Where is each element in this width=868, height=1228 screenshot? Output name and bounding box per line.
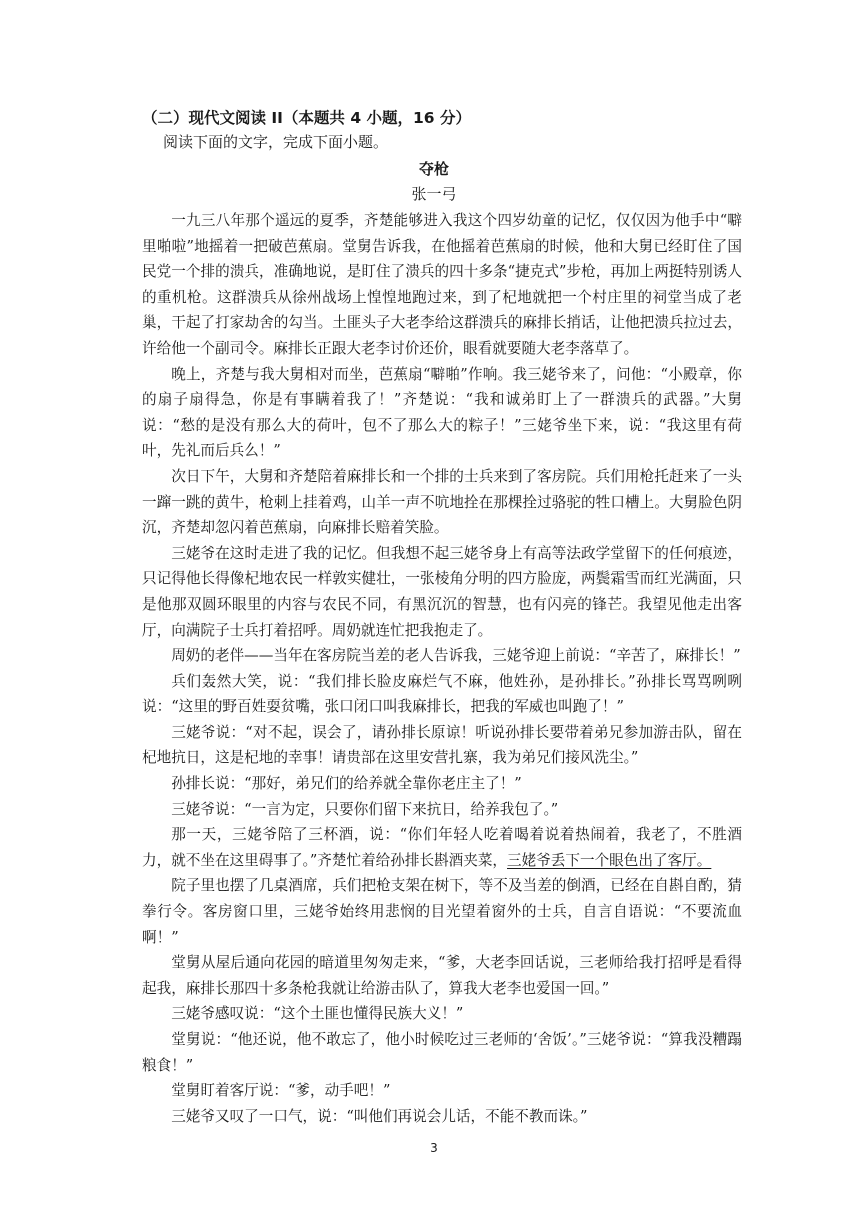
paragraph-10 — [142, 822, 742, 873]
paragraph-3: 次日下午，大舅和齐楚陪着麻排长和一个排的士兵来到了客房院。兵们用枪托赶来了一头一蹿一跳的黄牛，枪刺上挂着鸡，山羊一声不吭地拴在那棵拴过骆驼的牲口槽上。大舅脸色阴沉，齐楚却忽闪着芭蕉扇，向麻排长赔着笑脸。 — [142, 467, 742, 537]
paragraph-2: 晚上，齐楚与我大舅相对而坐，芭蕉扇“噼啪”作响。我三姥爷来了，问他：“小殿章，你的扇子扇得急，你是有事瞒着我了！”齐楚说：“我和诚弟盯上了一群溃兵的武器。”大舅说：“愁的是没有那么大的荷叶，包不了那么大的粽子！”三姥爷坐下来，说：“我这里有荷叶，先礼而后兵么！” — [142, 365, 742, 460]
paragraph-11: 院子里也摆了几桌酒席，兵们把枪支架在树下，等不及当差的倒酒，已经在自斟自酌，猜拳行令。客房窗口里，三姥爷始终用悲悯的目光望着窗外的士兵，自言自语说：“不要流血啊！” — [142, 877, 742, 946]
paragraph-5: 周奶的老伴——当年在客房院当差的老人告诉我，三姥爷迎上前说：“辛苦了，麻排长！” — [171, 647, 741, 665]
paragraph-7: 三姥爷说：“对不起，误会了，请孙排长原谅！听说孙排长要带着弟兄参加游击队，留在杞地抗日，这是杞地的幸事！请贵部在这里安营扎寨，我为弟兄们接风洗尘。” — [142, 723, 742, 767]
paragraph-14: 堂舅说：“他还说，他不敢忘了，他小时候吃过三老师的‘舍饭’。”三姥爷说：“算我没糟蹋粮食！” — [142, 1031, 742, 1074]
paragraph-4: 三姥爷在这时走进了我的记忆。但我想不起三姥爷身上有高等法政学堂留下的任何痕迹，只记得他长得像杞地农民一样敦实健壮，一张棱角分明的四方脸庞，两鬓霜雪而红光满面，只是他那双圆环眼里的内容与农民不同，有黑沉沉的智慧，也有闪亮的锋芒。我望见他走出客厅，向满院子士兵打着招呼。周奶就连忙把我抱走了。 — [142, 544, 742, 639]
paragraph-12: 堂舅从屋后通向花园的暗道里匆匆走来，“爹，大老李回话说，三老师给我打招呼是看得起我，麻排长那四十多条枪我就让给游击队了，算我大老李也爱国一回。” — [142, 954, 742, 997]
paragraph-6: 兵们轰然大笑，说：“我们排长脸皮麻烂气不麻，他姓孙，是孙排长。”孙排长骂骂咧咧说：“这里的野百姓耍贫嘴，张口闭口叫我麻排长，把我的军威也叫跑了！” — [142, 672, 742, 716]
page-number: 3 — [430, 1141, 438, 1155]
paragraph-8: 孙排长说：“那好，弟兄们的给养就全靠你老庄主了！” — [171, 775, 522, 793]
paragraph-16: 三姥爷又叹了一口气，说：“叫他们再说会儿话，不能不教而诛。” — [171, 1107, 588, 1125]
underlined-sentence: 三姥爷丢下一个眼色出了客厅。 — [507, 851, 712, 869]
paragraph-13: 三姥爷感叹说：“这个土匪也懂得民族大义！” — [171, 1005, 464, 1023]
story-author: 张一弓 — [411, 185, 457, 203]
paragraph-9: 三姥爷说：“一言为定，只要你们留下来抗日，给养我包了。” — [171, 800, 559, 818]
paragraph-1: 一九三八年那个遥远的夏季，齐楚能够进入我这个四岁幼童的记忆，仅仅因为他手中“噼里啪啦”地摇着一把破芭蕉扇。堂舅告诉我，在他摇着芭蕉扇的时候，他和大舅已经盯住了国民党一个排的溃兵，准确地说，是盯住了溃兵的四十多条“捷克式”步枪，再加上两挺特别诱人的重机枪。这群溃兵从徐州战场上惶惶地跑过来，到了杞地就把一个村庄里的祠堂当成了老巢，干起了打家劫舍的勾当。土匪头子大老李给这群溃兵的麻排长捎话，让他把溃兵拉过去，许给他一个副司令。麻排长正跟大老李讨价还价，眼看就要随大老李落草了。 — [142, 212, 742, 357]
paragraph-10-text: 那一天，三姥爷陪了三杯酒，说：“你们年轻人吃着喝着说着热闹着，我老了，不胜酒力，就不坐在这里碍事了。”齐楚忙着给孙排长斟酒夹菜， — [142, 826, 742, 869]
story-body — [142, 208, 742, 1129]
paragraph-15: 堂舅盯着客厅说：“爹，动手吧！” — [171, 1082, 391, 1100]
instruction-text: 阅读下面的文字，完成下面小题。 — [163, 133, 389, 151]
story-title: 夺枪 — [418, 160, 449, 178]
section-title: （二）现代文阅读 II（本题共 4 小题，16 分） — [142, 109, 471, 127]
